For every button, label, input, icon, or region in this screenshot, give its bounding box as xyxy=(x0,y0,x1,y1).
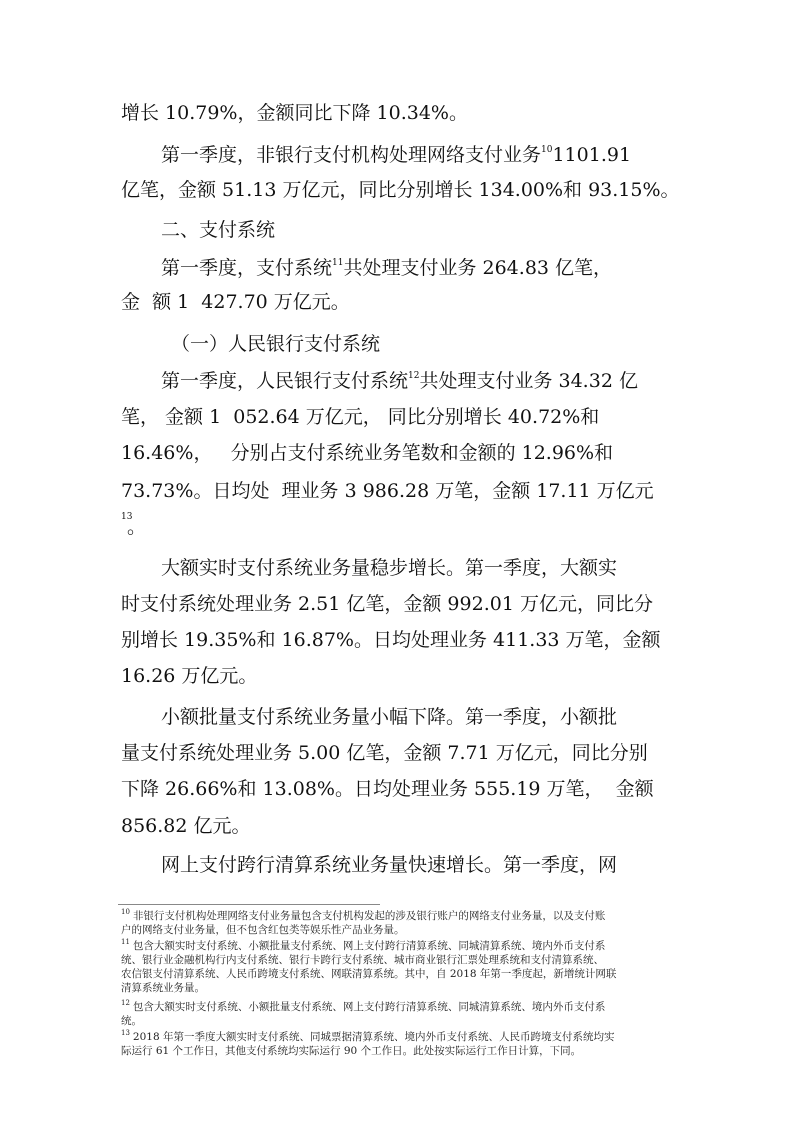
text: 小额批量支付系统业务量小幅下降。第一季度，小额批 xyxy=(161,706,618,728)
text: 1101.91 xyxy=(552,144,632,166)
body-line xyxy=(121,290,681,314)
text: 别增长 19.35%和 16.87%。日均处理业务 411.33 万笔，金额 xyxy=(121,629,661,651)
text: 时支付系统处理业务 2.51 亿笔，金额 992.01 万亿元，同比分 xyxy=(121,593,653,615)
footnote-11-cont xyxy=(121,981,681,995)
body-line xyxy=(127,515,687,539)
footnote-separator xyxy=(118,904,380,905)
body-line xyxy=(121,628,681,652)
footnote-text: 统。 xyxy=(121,1015,142,1027)
body-line xyxy=(161,705,681,729)
footnote-mark: 12 xyxy=(121,999,130,1007)
text: 共处理支付业务 34.32 亿 xyxy=(419,370,638,392)
body-line xyxy=(121,814,681,838)
text: 16.26 万亿元。 xyxy=(121,665,258,687)
text: 73.73%。日均处 理业务 3 986.28 万笔，金额 17.11 万亿元 xyxy=(121,480,654,502)
footnote-13 xyxy=(121,1030,681,1044)
body-line xyxy=(161,556,681,580)
body-line xyxy=(121,777,681,801)
text: 量支付系统处理业务 5.00 亿笔，金额 7.71 万亿元，同比分别 xyxy=(121,742,648,764)
footnote-12 xyxy=(121,1000,681,1014)
text: 金 额 1 427.70 万亿元。 xyxy=(121,291,350,313)
text: 网上支付跨行清算系统业务量快速增长。第一季度，网 xyxy=(161,854,618,876)
text: 第一季度，非银行支付机构处理网络支付业务 xyxy=(161,144,542,166)
footnote-ref-12[interactable]: 12 xyxy=(408,371,420,381)
footnote-12-cont xyxy=(121,1014,681,1028)
text: 共处理支付业务 264.83 亿笔， xyxy=(343,257,613,279)
footnote-text: 统、银行业金融机构行内支付系统、银行卡跨行支付系统、城市商业银行汇票处理系统和支付清算系统、 xyxy=(121,954,604,966)
footnote-mark: 10 xyxy=(121,908,130,916)
footnote-text: 农信银支付清算系统、人民币跨境支付系统、网联清算系统。其中，自 2018 年第一季度起，新增统计网联 xyxy=(121,968,617,980)
text: 第一季度，人民银行支付系统 xyxy=(161,370,409,392)
text: 笔， 金额 1 052.64 万亿元， 同比分别增长 40.72%和 xyxy=(121,406,600,428)
heading-text: 二、支付系统 xyxy=(161,219,276,241)
body-line xyxy=(161,853,681,877)
footnote-text: 非银行支付机构处理网络支付业务量包含支付机构发起的涉及银行账户的网络支付业务量，以及支付账 xyxy=(132,910,606,922)
body-line xyxy=(121,101,681,125)
footnote-11-cont xyxy=(121,953,681,967)
footnote-text: 户的网络支付业务量，但不包含红包类等娱乐性产品业务量。 xyxy=(121,924,405,936)
section-heading xyxy=(161,218,681,242)
footnote-ref-10[interactable]: 10 xyxy=(541,145,553,155)
footnote-text: 包含大额实时支付系统、小额批量支付系统、网上支付跨行清算系统、同城清算系统、境内外币支付系 xyxy=(132,1001,606,1013)
body-line xyxy=(121,441,681,465)
body-line xyxy=(121,741,681,765)
body-line xyxy=(121,178,681,202)
body-line xyxy=(161,143,681,167)
text: 下降 26.66%和 13.08%。日均处理业务 555.19 万笔， 金额 xyxy=(121,778,654,800)
footnote-mark: 13 xyxy=(121,1029,130,1037)
footnote-text: 清算系统业务量。 xyxy=(121,982,205,994)
footnote-text: 2018 年第一季度大额实时支付系统、同城票据清算系统、境内外币支付系统、人民币跨境支付系统均实 xyxy=(132,1031,615,1043)
heading-text: （一）人民银行支付系统 xyxy=(171,333,381,355)
footnote-ref-13[interactable]: 13 xyxy=(121,512,133,522)
footnote-text: 包含大额实时支付系统、小额批量支付系统、网上支付跨行清算系统、同城清算系统、境内外币支付系 xyxy=(132,940,606,952)
footnote-11 xyxy=(121,939,681,953)
footnote-10 xyxy=(121,909,681,923)
subsection-heading xyxy=(171,332,681,356)
text: 大额实时支付系统业务量稳步增长。第一季度，大额实 xyxy=(161,557,618,579)
footnote-ref-11[interactable]: 11 xyxy=(332,258,344,268)
footnote-11-cont xyxy=(121,967,681,981)
body-line xyxy=(121,592,681,616)
footnote-text: 际运行 61 个工作日，其他支付系统均实际运行 90 个工作日。此处按实际运行工作日计算，下同。 xyxy=(121,1045,582,1057)
body-line xyxy=(121,479,681,503)
text: 增长 10.79%，金额同比下降 10.34%。 xyxy=(121,102,468,124)
footnote-13-cont xyxy=(121,1044,681,1058)
footnote-mark: 11 xyxy=(121,938,130,946)
text: 856.82 亿元。 xyxy=(121,815,251,837)
body-line xyxy=(121,664,681,688)
text: 亿笔，金额 51.13 万亿元，同比分别增长 134.00%和 93.15%。 xyxy=(121,179,680,201)
text: 。 xyxy=(127,516,147,538)
body-line xyxy=(121,405,681,429)
text: 第一季度，支付系统 xyxy=(161,257,333,279)
body-line xyxy=(161,256,681,280)
footnote-10-cont xyxy=(121,923,681,937)
body-line xyxy=(161,369,681,393)
text: 16.46%， 分别占支付系统业务笔数和金额的 12.96%和 xyxy=(121,442,614,464)
